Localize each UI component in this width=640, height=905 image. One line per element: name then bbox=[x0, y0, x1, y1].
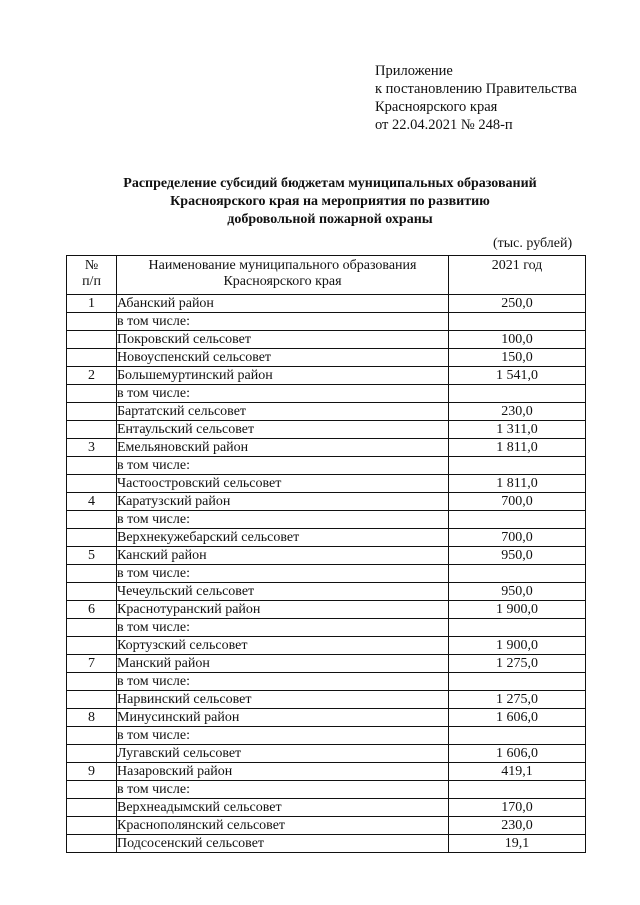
row-value: 230,0 bbox=[449, 817, 586, 835]
row-value: 1 275,0 bbox=[449, 691, 586, 709]
table-row bbox=[67, 349, 586, 367]
header-name-line: Наименование муниципального образования bbox=[148, 258, 417, 273]
row-number bbox=[67, 691, 117, 709]
row-name: Манский район bbox=[117, 655, 449, 673]
row-value: 950,0 bbox=[449, 547, 586, 565]
table-row bbox=[67, 619, 586, 637]
row-value: 19,1 bbox=[449, 835, 586, 853]
appendix-date-line: от 22.04.2021 № 248-п bbox=[375, 117, 513, 133]
table-row bbox=[67, 709, 586, 727]
table-row bbox=[67, 547, 586, 565]
row-number: 1 bbox=[67, 295, 117, 313]
row-name: Канский район bbox=[117, 547, 449, 565]
table-row bbox=[67, 331, 586, 349]
table-row bbox=[67, 655, 586, 673]
row-value: 1 900,0 bbox=[449, 637, 586, 655]
table-row bbox=[67, 529, 586, 547]
row-number: 8 bbox=[67, 709, 117, 727]
row-name: Минусинский район bbox=[117, 709, 449, 727]
document-title bbox=[60, 175, 600, 229]
row-name: в том числе: bbox=[117, 673, 449, 691]
row-name: Бартатский сельсовет bbox=[117, 403, 449, 421]
row-value: 170,0 bbox=[449, 799, 586, 817]
row-name: в том числе: bbox=[117, 565, 449, 583]
table-row bbox=[67, 403, 586, 421]
table-row bbox=[67, 457, 586, 475]
table-row bbox=[67, 493, 586, 511]
row-number bbox=[67, 637, 117, 655]
header-name-line: Красноярского края bbox=[223, 274, 342, 289]
row-value: 1 311,0 bbox=[449, 421, 586, 439]
row-value bbox=[449, 511, 586, 529]
row-value: 419,1 bbox=[449, 763, 586, 781]
table-row bbox=[67, 511, 586, 529]
row-number bbox=[67, 619, 117, 637]
row-number: 4 bbox=[67, 493, 117, 511]
row-name: в том числе: bbox=[117, 313, 449, 331]
table-row bbox=[67, 295, 586, 313]
row-name: Верхнеадымский сельсовет bbox=[117, 799, 449, 817]
title-line: добровольной пожарной охраны bbox=[227, 212, 433, 227]
table-row bbox=[67, 439, 586, 457]
row-value: 1 811,0 bbox=[449, 475, 586, 493]
row-number bbox=[67, 385, 117, 403]
header-number bbox=[67, 256, 117, 295]
table-row bbox=[67, 673, 586, 691]
row-value bbox=[449, 781, 586, 799]
row-number: 9 bbox=[67, 763, 117, 781]
subsidy-table bbox=[66, 255, 586, 853]
row-name: Верхнекужебарский сельсовет bbox=[117, 529, 449, 547]
row-name: в том числе: bbox=[117, 727, 449, 745]
table-body bbox=[67, 295, 586, 853]
row-name: в том числе: bbox=[117, 619, 449, 637]
table-row bbox=[67, 367, 586, 385]
row-number: 5 bbox=[67, 547, 117, 565]
table-row bbox=[67, 475, 586, 493]
row-name: Лугавский сельсовет bbox=[117, 745, 449, 763]
row-number bbox=[67, 565, 117, 583]
row-name: Краснотуранский район bbox=[117, 601, 449, 619]
title-line: Распределение субсидий бюджетам муниципальных образований bbox=[123, 176, 537, 191]
row-number: 7 bbox=[67, 655, 117, 673]
table-row bbox=[67, 601, 586, 619]
row-name: Краснополянский сельсовет bbox=[117, 817, 449, 835]
row-number bbox=[67, 475, 117, 493]
table-row bbox=[67, 565, 586, 583]
row-number bbox=[67, 835, 117, 853]
row-number bbox=[67, 817, 117, 835]
table-row bbox=[67, 637, 586, 655]
row-name: Назаровский район bbox=[117, 763, 449, 781]
row-name: Кортузский сельсовет bbox=[117, 637, 449, 655]
appendix-line: Красноярского края bbox=[375, 99, 498, 115]
table-row bbox=[67, 691, 586, 709]
row-name: Каратузский район bbox=[117, 493, 449, 511]
table-row bbox=[67, 799, 586, 817]
appendix-line: к постановлению Правительства bbox=[375, 81, 577, 97]
row-value: 1 900,0 bbox=[449, 601, 586, 619]
row-number bbox=[67, 511, 117, 529]
row-name: Покровский сельсовет bbox=[117, 331, 449, 349]
appendix-line: Приложение bbox=[375, 63, 453, 79]
table-row bbox=[67, 817, 586, 835]
row-number bbox=[67, 745, 117, 763]
row-value bbox=[449, 457, 586, 475]
row-value: 700,0 bbox=[449, 529, 586, 547]
row-number bbox=[67, 529, 117, 547]
row-number bbox=[67, 331, 117, 349]
row-number bbox=[67, 349, 117, 367]
table-row bbox=[67, 727, 586, 745]
table-row bbox=[67, 835, 586, 853]
row-number: 6 bbox=[67, 601, 117, 619]
row-value bbox=[449, 313, 586, 331]
row-number bbox=[67, 673, 117, 691]
row-name: Новоуспенский сельсовет bbox=[117, 349, 449, 367]
row-number bbox=[67, 313, 117, 331]
row-name: в том числе: bbox=[117, 781, 449, 799]
row-name: Ентаульский сельсовет bbox=[117, 421, 449, 439]
row-value: 950,0 bbox=[449, 583, 586, 601]
row-number bbox=[67, 799, 117, 817]
row-value: 230,0 bbox=[449, 403, 586, 421]
row-name: в том числе: bbox=[117, 457, 449, 475]
table-row bbox=[67, 385, 586, 403]
row-value bbox=[449, 385, 586, 403]
row-number bbox=[67, 421, 117, 439]
table-row bbox=[67, 781, 586, 799]
row-name: в том числе: bbox=[117, 385, 449, 403]
table-row bbox=[67, 583, 586, 601]
row-number bbox=[67, 403, 117, 421]
table-row bbox=[67, 745, 586, 763]
row-name: Емельяновский район bbox=[117, 439, 449, 457]
row-value bbox=[449, 673, 586, 691]
table-row bbox=[67, 313, 586, 331]
row-value: 1 606,0 bbox=[449, 745, 586, 763]
row-name: Нарвинский сельсовет bbox=[117, 691, 449, 709]
row-number: 3 bbox=[67, 439, 117, 457]
row-number: 2 bbox=[67, 367, 117, 385]
table-header-row bbox=[67, 256, 586, 295]
row-name: Чечеульский сельсовет bbox=[117, 583, 449, 601]
appendix-block bbox=[375, 62, 577, 134]
header-year: 2021 год bbox=[449, 256, 586, 295]
header-number-line: п/п bbox=[82, 274, 101, 289]
row-value bbox=[449, 565, 586, 583]
row-number bbox=[67, 457, 117, 475]
row-value: 1 275,0 bbox=[449, 655, 586, 673]
row-value: 1 541,0 bbox=[449, 367, 586, 385]
row-value bbox=[449, 727, 586, 745]
table-row bbox=[67, 421, 586, 439]
units-label: (тыс. рублей) bbox=[493, 236, 573, 251]
row-name: Абанский район bbox=[117, 295, 449, 313]
row-name: Подсосенский сельсовет bbox=[117, 835, 449, 853]
row-number bbox=[67, 781, 117, 799]
row-name: Большемуртинский район bbox=[117, 367, 449, 385]
row-name: в том числе: bbox=[117, 511, 449, 529]
header-name bbox=[117, 256, 449, 295]
header-number-line: № bbox=[84, 258, 99, 273]
title-line: Красноярского края на мероприятия по развитию bbox=[170, 194, 490, 209]
row-value: 1 606,0 bbox=[449, 709, 586, 727]
row-value: 150,0 bbox=[449, 349, 586, 367]
row-value: 1 811,0 bbox=[449, 439, 586, 457]
row-number bbox=[67, 727, 117, 745]
row-number bbox=[67, 583, 117, 601]
row-value: 700,0 bbox=[449, 493, 586, 511]
row-value bbox=[449, 619, 586, 637]
row-name: Частоостровский сельсовет bbox=[117, 475, 449, 493]
row-value: 100,0 bbox=[449, 331, 586, 349]
row-value: 250,0 bbox=[449, 295, 586, 313]
table-row bbox=[67, 763, 586, 781]
